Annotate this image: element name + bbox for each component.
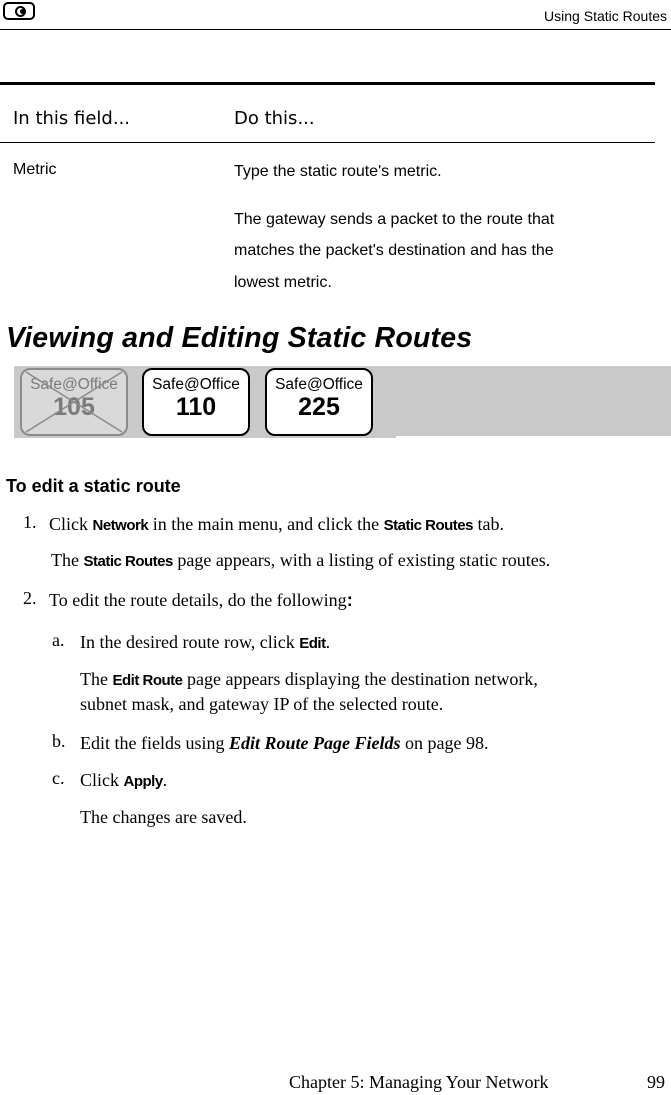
table-header-rule — [0, 142, 655, 143]
table-cell-instruction: The gateway sends a packet to the route that — [234, 211, 555, 228]
substep-a-result: The Edit Route page appears displaying the destination network, — [80, 669, 538, 689]
header-divider — [0, 29, 671, 30]
substep-c-text: Click Apply. — [80, 770, 168, 790]
section-title: Viewing and Editing Static Routes — [6, 322, 473, 354]
not-applicable-cross-icon — [22, 370, 126, 434]
ui-label-static-routes: Static Routes — [383, 517, 473, 534]
footer-chapter: Chapter 5: Managing Your Network — [289, 1072, 549, 1092]
safe-at-office-logo-icon — [3, 2, 35, 20]
table-cell-instruction: Type the static route's metric. — [234, 163, 442, 180]
procedure-title: To edit a static route — [6, 476, 181, 496]
step-2-text: To edit the route details, do the following: — [49, 590, 353, 610]
substep-letter: c. — [52, 768, 65, 788]
step-number: 1. — [23, 512, 37, 532]
ui-label-edit-route: Edit Route — [112, 672, 183, 689]
ui-label-apply: Apply — [123, 773, 163, 790]
product-badge-brand: Safe@Office — [30, 376, 118, 393]
table-cell-field: Metric — [13, 161, 57, 178]
footer-page-number: 99 — [647, 1072, 665, 1092]
substep-letter: a. — [52, 630, 65, 650]
product-badge-model: 225 — [298, 393, 340, 421]
product-badge-105 — [20, 368, 128, 436]
step-1-text: Click Network in the main menu, and click the Static Routes tab. — [49, 514, 504, 534]
ui-label-network: Network — [92, 517, 149, 534]
substep-c-result: The changes are saved. — [80, 807, 247, 827]
product-badge-model: 105 — [53, 393, 95, 421]
product-badge-brand: Safe@Office — [152, 376, 240, 393]
product-badge-model: 110 — [175, 393, 217, 421]
cross-reference-link[interactable]: Edit Route Page Fields — [228, 733, 401, 753]
product-badge-110 — [142, 368, 250, 436]
product-badge-brand: Safe@Office — [275, 376, 363, 393]
table-top-rule — [0, 82, 655, 85]
substep-b-text: Edit the fields using Edit Route Page Fields on page 98. — [80, 733, 489, 753]
table-cell-instruction: matches the packet's destination and has the — [234, 242, 554, 259]
table-header-field: In this field... — [13, 108, 131, 129]
ui-label-static-routes: Static Routes — [83, 553, 173, 570]
table-cell-instruction: lowest metric. — [234, 274, 332, 291]
ui-label-edit: Edit — [299, 635, 326, 652]
step-1-result: The Static Routes page appears, with a listing of existing static routes. — [51, 550, 551, 570]
product-badge-225 — [265, 368, 373, 436]
substep-a-result-line2: subnet mask, and gateway IP of the selected route. — [80, 694, 444, 714]
running-header-title: Using Static Routes — [544, 8, 667, 24]
substep-letter: b. — [52, 731, 66, 751]
table-header-action: Do this... — [234, 108, 315, 129]
step-number: 2. — [23, 588, 37, 608]
substep-a-text: In the desired route row, click Edit. — [80, 632, 331, 652]
